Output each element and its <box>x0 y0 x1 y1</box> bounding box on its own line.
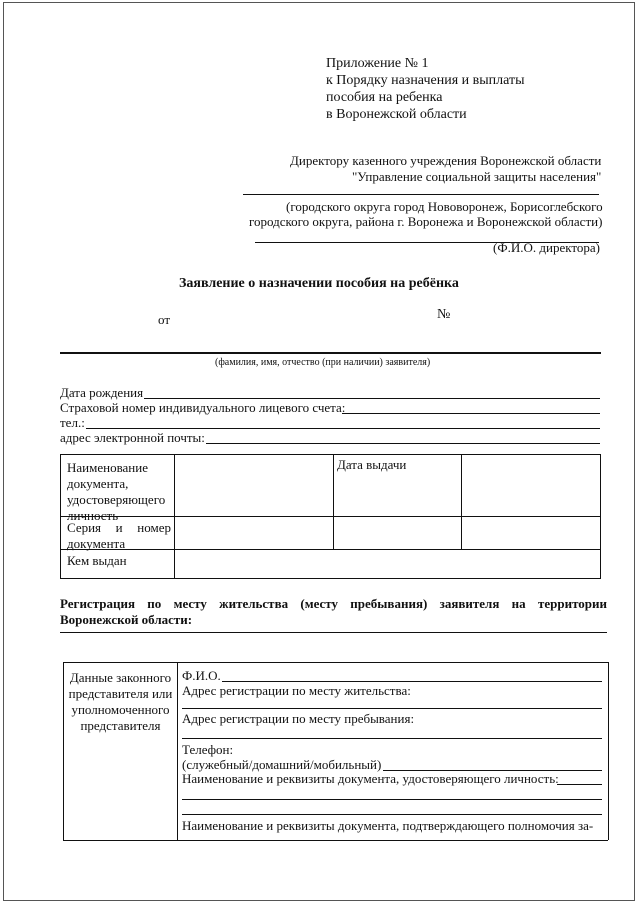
addressee-rule-1 <box>243 194 599 195</box>
rep-phone-types: (служебный/домашний/мобильный) <box>182 757 382 772</box>
addressee-line-2: "Управление социальной защиты населения" <box>352 169 602 184</box>
issue-date-label: Дата выдачи <box>337 457 407 472</box>
rep-reg-residence-line <box>182 708 602 709</box>
appendix-line-2: к Порядку назначения и выплаты <box>326 73 525 88</box>
addressee-line-1: Директору казенного учреждения Воронежской области <box>290 153 602 168</box>
snils-label: Страховой номер индивидуального лицевого счета: <box>60 400 346 415</box>
phone-line <box>86 428 600 429</box>
rep-reg-stay-label: Адрес регистрации по месту пребывания: <box>182 711 415 726</box>
rep-id-doc-label: Наименование и реквизиты документа, удостоверяющего личность: <box>182 771 559 786</box>
rep-reg-residence-label: Адрес регистрации по месту жительства: <box>182 683 411 698</box>
birth-date-line <box>144 398 600 399</box>
snils-line <box>342 413 600 414</box>
appendix-line-3: пособия на ребенка <box>326 90 443 105</box>
issued-by-label: Кем выдан <box>67 553 127 568</box>
document-title: Заявление о назначении пособия на ребёнка <box>179 276 459 291</box>
director-name-hint: (Ф.И.О. директора) <box>493 240 600 255</box>
rep-id-doc-line-2 <box>182 799 602 800</box>
rep-reg-stay-line <box>182 738 602 739</box>
email-line <box>206 443 600 444</box>
appendix-line-1: Приложение № 1 <box>326 56 429 71</box>
registration-line <box>60 632 607 633</box>
rep-authority-doc-label: Наименование и реквизиты документа, подтверждающего полномочия за- <box>182 818 594 833</box>
number-label: № <box>437 307 451 322</box>
birth-date-label: Дата рождения <box>60 385 144 400</box>
applicant-name-hint: (фамилия, имя, отчество (при наличии) заявителя) <box>215 357 431 368</box>
applicant-name-rule <box>60 352 601 354</box>
rep-fio-label: Ф.И.О. <box>182 668 221 683</box>
rep-id-doc-line-1 <box>557 784 602 785</box>
appendix-line-4: в Воронежской области <box>326 107 467 122</box>
email-label: адрес электронной почты: <box>60 430 205 445</box>
rep-id-doc-line-3 <box>182 814 602 815</box>
phone-label: тел.: <box>60 415 85 430</box>
addressee-hint-2: городского округа, района г. Воронежа и Воронежской области) <box>249 214 603 229</box>
registration-heading: Регистрация по месту жительства (месту пребывания) заявителя на территории Воронежской области: <box>60 596 607 627</box>
rep-phone-label: Телефон: <box>182 742 234 757</box>
appendix-block <box>326 55 525 123</box>
representative-label: Данные законного представителя или уполномоченного представителя <box>68 670 173 733</box>
id-doc-name-label: Наименование документа, удостоверяющего личность <box>67 460 166 523</box>
rep-fio-line <box>222 681 602 682</box>
from-label: от <box>158 312 171 327</box>
series-number-label: Серия и номер документа <box>67 520 171 551</box>
addressee-hint-1: (городского округа город Нововоронеж, Борисоглебского <box>286 199 603 214</box>
